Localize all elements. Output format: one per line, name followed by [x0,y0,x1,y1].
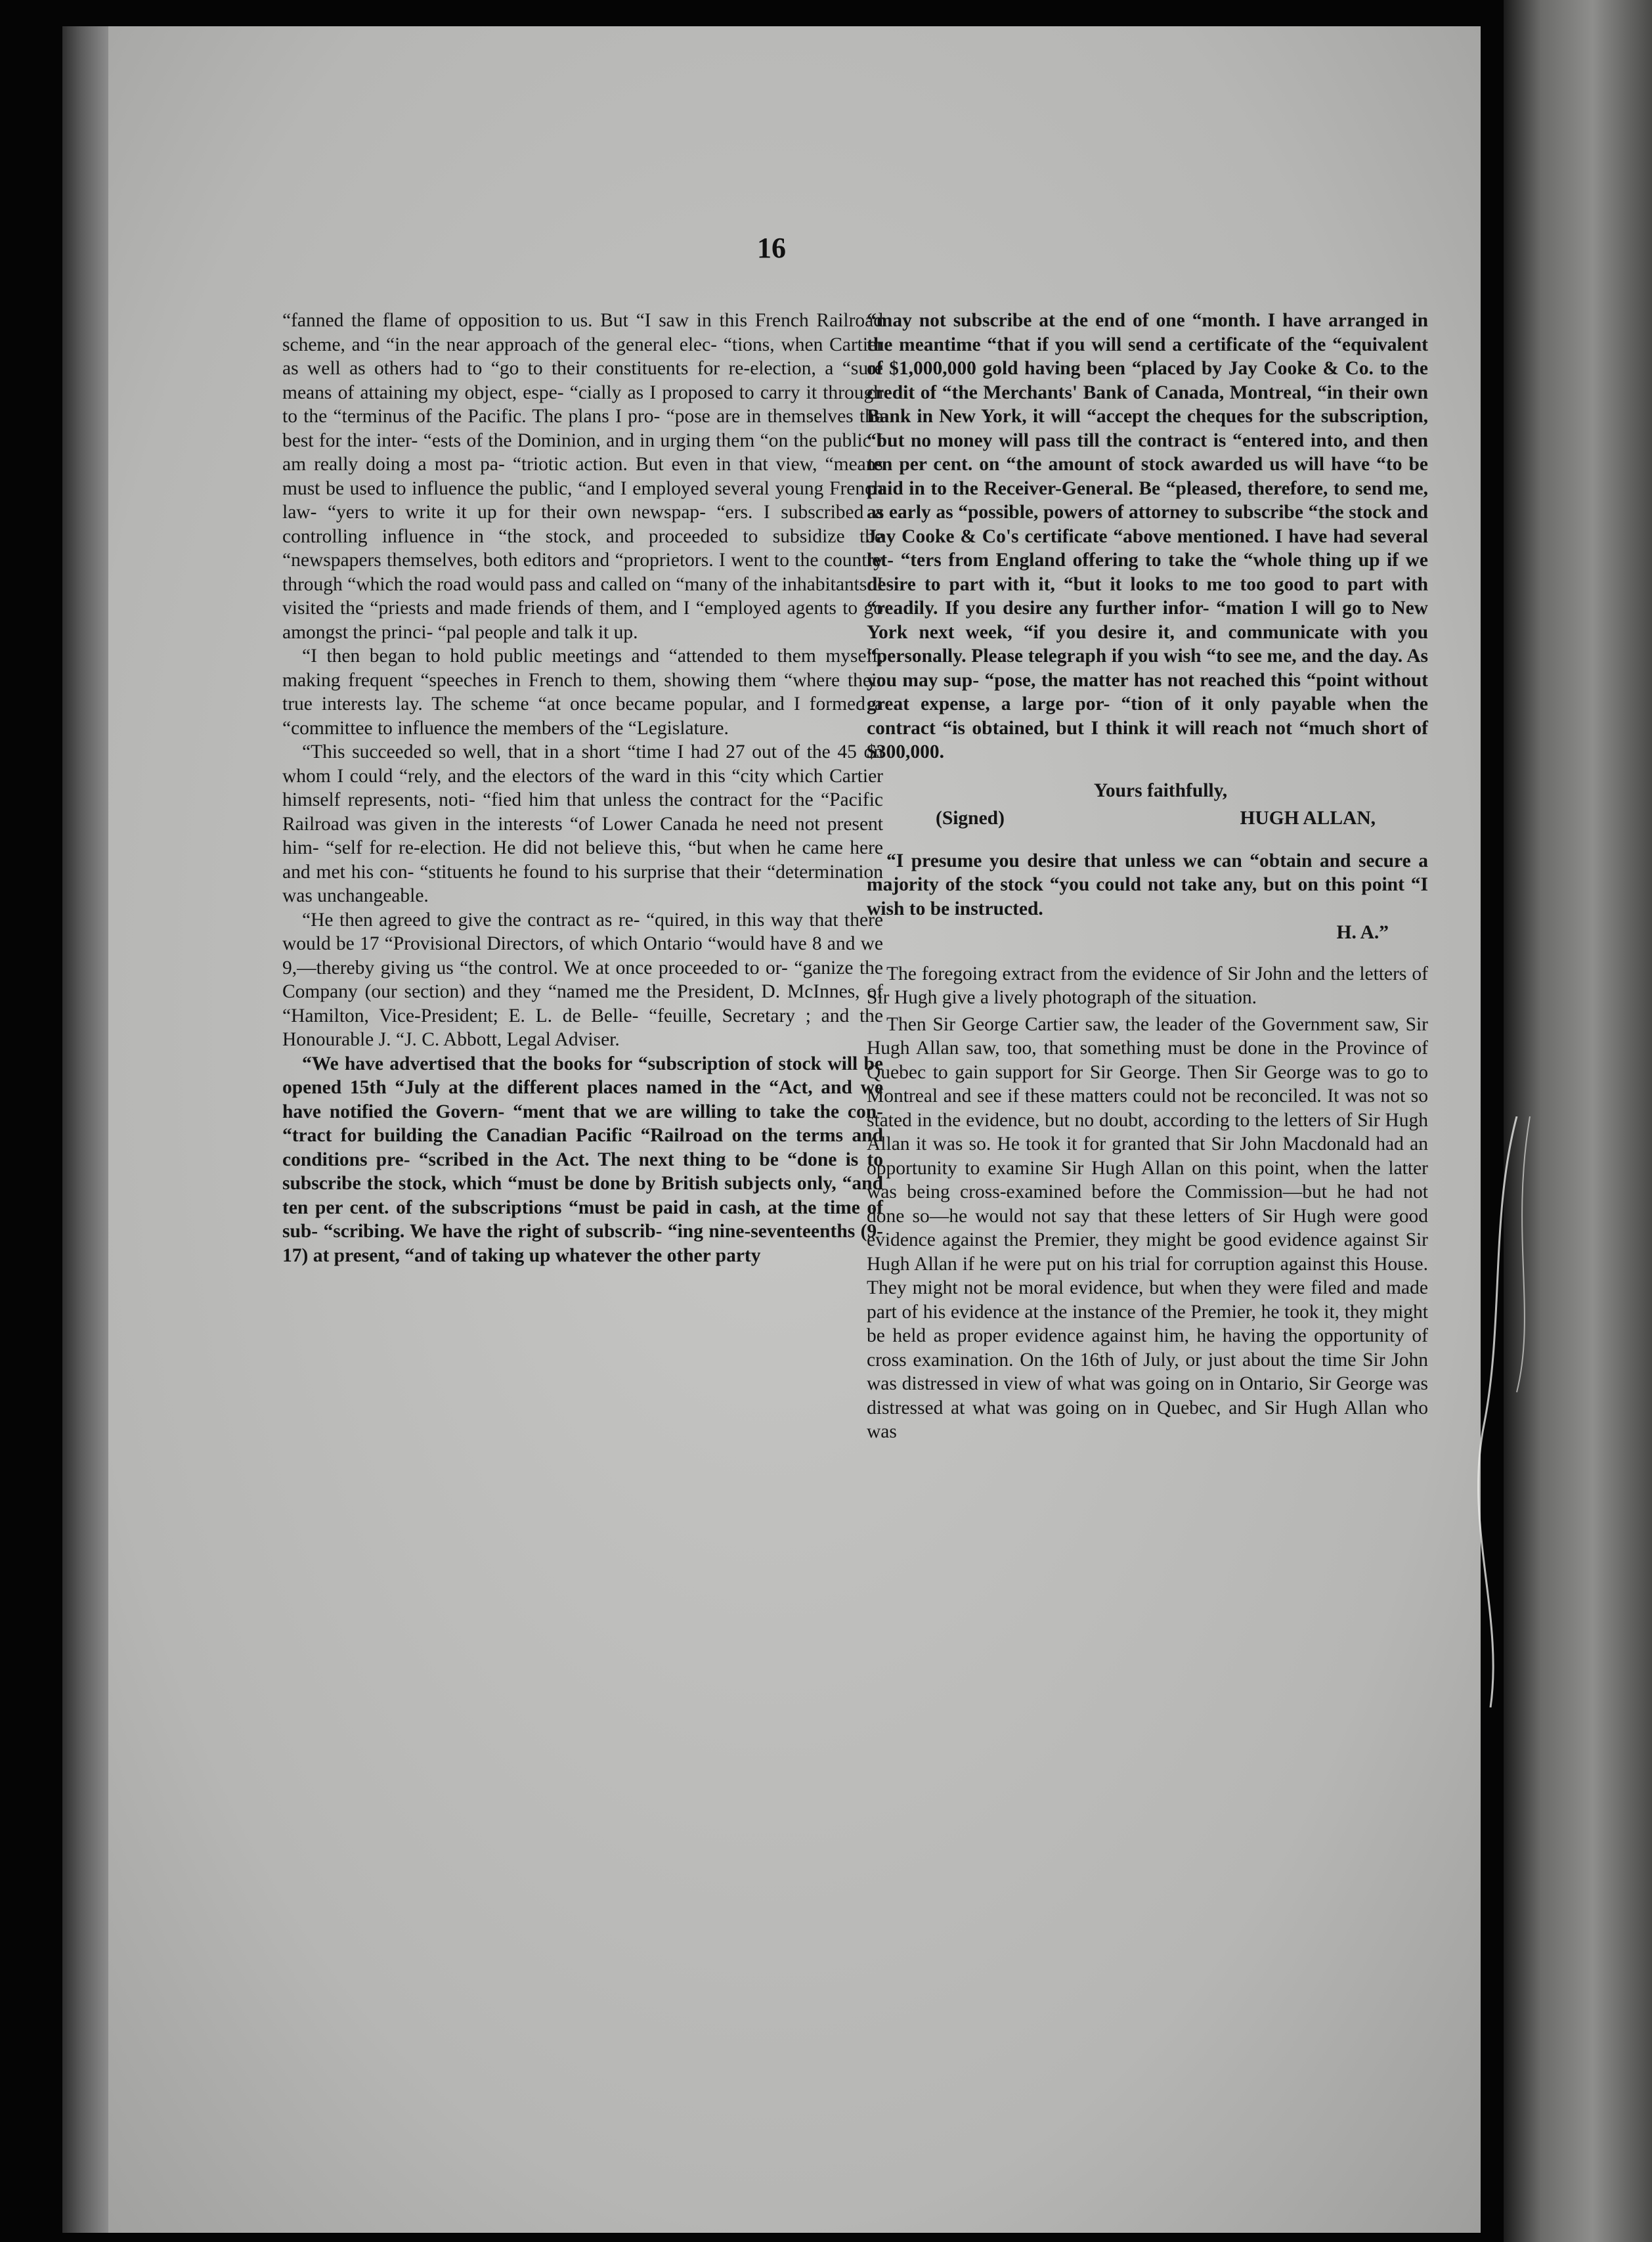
letter-continuation: “may not subscribe at the end of one “month. I have arranged in the meantime “that if you will send a certificate of the “equivalent of $1,000,000 gold having been “placed by Jay Cooke & Co. to the credit of “the Merchants' Bank of Canada, Montreal, “in their own Bank in New York, it will “accept the cheques for the subscription, “but no money will pass till the contract is “entered into, and then ten per cent. on “the amount of stock awarded us will have “to be paid in to the Receiver-General. Be “pleased, therefore, to send me, as early as “possible, powers of attorney to subscribe “the stock and Jay Cooke & Co's certificate “above mentioned. I have had several let- “ters from England offering to take the “whole thing up if we desire to part with it, “but it looks to me too good to part with “readily. If you desire any further infor- “mation I will go to New York next week, “if you desire it, and communicate with you “personally. Please telegraph if you wish “to see me, and the day. As you may sup- “pose, the matter has not reached this “point without great expense, a large por- “tion of it only payable when the contract “is obtained, but I think it will reach not “much short of $300,000. [867,310,1428,762]
left-column [282,309,883,1267]
letter-closing: Yours faithfully, [1093,780,1228,801]
left-paragraph-5: “We have advertised that the books for “subscription of stock will be opened 15th “July at the different places named in the “Act, and we have notified the Govern- “ment that we are willing to take the con- “tract for building the Canadian Pacific “Railroad on the terms and conditions pre- “scribed in the Act. The next thing to be “done is to subscribe the stock, which “must be done by British subjects only, “and ten per cent. of the subscriptions “must be paid in cash, at the time of sub- “scribing. We have the right of subscrib- “ing nine-seventeenths (9-17) at present, “and of taking up whatever the other party [282,1053,883,1266]
page-number: 16 [757,232,786,264]
scanned-page [62,26,1481,2233]
left-paragraph-4: “He then agreed to give the contract as re- “quired, in this way that there would be 17 “Provisional Directors, of which Ontario “would have 8 and we 9,—thereby giving us “the control. We at once proceeded to or- “ganize the Company (our section) and they “named me the President, D. McInnes, of “Hamilton, Vice-President; E. L. de Belle- “feuille, Secretary ; and the Honourable J. “J. C. Abbott, Legal Adviser. [282,909,883,1050]
book-spine-edge [1504,0,1652,2242]
postscript-initials: H. A.” [1336,922,1389,943]
right-column [867,309,1428,1447]
left-paragraph-3: “This succeeded so well, that in a short “time I had 27 out of the 45 on whom I could “rely, and the electors of the ward in this “city which Cartier himself represents, noti- “fied him that unless the contract for the “Pacific Railroad was given in the interests “of Lower Canada he need not present him- “self for re-election. He did not believe this, “but when he came here and met his con- “stituents he found to his surprise that their “determination was unchangeable. [282,741,883,906]
right-paragraph-1: The foregoing extract from the evidence of Sir John and the letters of Sir Hugh give a lively photograph of the situation. [867,963,1428,1008]
page-gutter-shadow [62,26,108,2233]
left-paragraph-1: “fanned the flame of opposition to us. But “I saw in this French Railroad scheme, and “in the near approach of the general elec- “tions, when Cartier as well as others had to “go to their constituents for re-election, a “sure means of attaining my object, espe- “cially as I proposed to carry it through to the “terminus of the Pacific. The plans I pro- “pose are in themselves the best for the inter- “ests of the Dominion, and in urging them “on the public I am really doing a most pa- “triotic action. But even in that view, “means must be used to influence the public, “and I employed several young French law- “yers to write it up for their own newspap- “ers. I subscribed a controlling influence in “the stock, and proceeded to subsidize the “newspapers themselves, both editors and “proprietors. I went to the country through “which the road would pass and called on “many of the inhabitants. I visited the “priests and made friends of them, and I “employed agents to go amongst the princi- “pal people and talk it up. [282,310,883,643]
postscript: “I presume you desire that unless we can “obtain and secure a majority of the stock “you could not take any, but on this point “I wish to be instructed. [867,850,1428,919]
left-paragraph-2: “I then began to hold public meetings and “attended to them myself, making frequent “speeches in French to them, showing them “where their true interests lay. The scheme “at once became popular, and I formed a “committee to influence the members of the “Legislature. [282,646,883,739]
right-paragraph-2: Then Sir George Cartier saw, the leader of the Government saw, Sir Hugh Allan saw, too, that something must be done in the Province of Quebec to gain support for Sir George. Then Sir George was to go to Montreal and see if these matters could not be reconciled. It was not so stated in the evidence, but no doubt, according to the letters of Sir Hugh Allan it was so. He took it for granted that Sir John Macdonald had an opportunity to examine Sir Hugh Allan on this point, when the latter was being cross-examined before the Commission—but he had not done so—he would not say that these letters of Sir Hugh were good evidence against the Premier, they might be good evidence against Sir Hugh Allan if he were put on his trial for corruption against this House. They might not be moral evidence, but when they were filed and made part of his evidence at the instance of the Premier, he took it, they might be held as proper evidence against him, he having the opportunity of cross examination. On the 16th of July, or just about the time Sir John was distressed in view of what was going on in Ontario, Sir George was distressed at what was going on in Quebec, and Sir Hugh Allan who was [867,1013,1428,1442]
signer-name: HUGH ALLAN, [1240,808,1376,829]
signed-label: (Signed) [936,808,1005,829]
signature-line [867,806,1428,831]
